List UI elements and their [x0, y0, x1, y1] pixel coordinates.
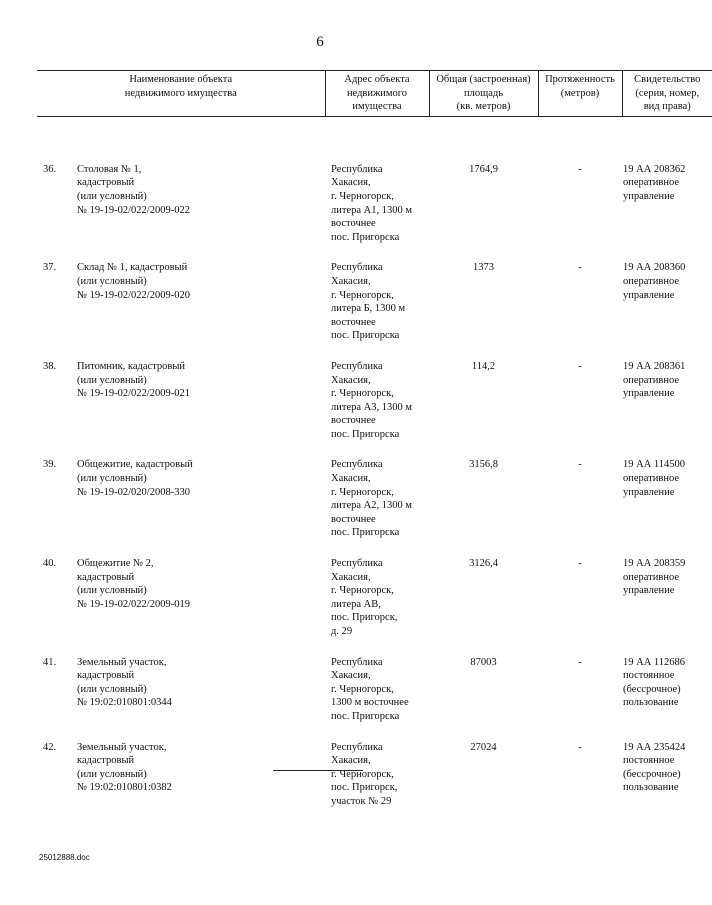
name-cell — [37, 163, 325, 262]
object-length: - — [578, 459, 582, 471]
table-row — [37, 557, 712, 656]
header-address — [325, 71, 429, 117]
object-certificate: 19 АА 112686 постоянное (бессрочное) пользование — [623, 656, 686, 709]
certificate-cell — [622, 656, 712, 741]
row-number: 36. — [43, 163, 57, 175]
name-cell — [37, 557, 325, 656]
address-cell — [325, 261, 429, 360]
object-address: Республика Хакасия, г. Черногорск, литера Б, 1300 м восточнее пос. Пригорска — [331, 262, 406, 342]
property-table — [37, 70, 712, 826]
certificate-cell — [622, 261, 712, 360]
header-area-text: Общая (застроенная) площадь (кв. метров) — [436, 74, 531, 113]
table-row — [37, 163, 712, 262]
object-name: Земельный участок, кадастровый (или условный) № 19:02:010801:0382 — [77, 741, 172, 794]
name-cell — [37, 656, 325, 741]
header-name-text: Наименование объекта недвижимого имущества — [124, 74, 237, 99]
row-number: 41. — [43, 656, 57, 668]
name-cell — [37, 741, 325, 826]
header-area — [429, 71, 538, 117]
certificate-cell — [622, 557, 712, 656]
table-body — [37, 116, 712, 825]
object-address: Республика Хакасия, г. Черногорск, 1300 м восточнее пос. Пригорска — [331, 656, 409, 722]
header-address-text: Адрес объекта недвижимого имущества — [344, 74, 410, 113]
object-name: Столовая № 1, кадастровый (или условный) № 19-19-02/022/2009-022 — [77, 163, 190, 216]
object-length: - — [578, 656, 582, 668]
object-length: - — [578, 262, 582, 274]
area-cell — [429, 458, 538, 557]
object-certificate: 19 АА 235424 постоянное (бессрочное) пользование — [623, 741, 686, 794]
row-number: 39. — [43, 459, 57, 471]
name-cell — [37, 360, 325, 459]
object-length: - — [578, 360, 582, 372]
object-area: 1373 — [473, 262, 494, 274]
object-name: Земельный участок, кадастровый (или условный) № 19:02:010801:0344 — [77, 656, 172, 709]
object-area: 114,2 — [471, 360, 496, 372]
closing-rule — [273, 770, 363, 771]
certificate-cell — [622, 163, 712, 262]
table-row — [37, 741, 712, 826]
table-row — [37, 261, 712, 360]
object-address: Республика Хакасия, г. Черногорск, литера А2, 1300 м восточнее пос. Пригорска — [331, 459, 412, 539]
row-number: 37. — [43, 262, 57, 274]
length-cell — [538, 261, 622, 360]
header-name — [37, 71, 325, 117]
length-cell — [538, 741, 622, 826]
area-cell — [429, 163, 538, 262]
document-filename: 25012888.doc — [39, 853, 90, 862]
table-row — [37, 656, 712, 741]
page-number: 6 — [316, 34, 324, 50]
certificate-cell — [622, 360, 712, 459]
certificate-cell — [622, 741, 712, 826]
area-cell — [429, 656, 538, 741]
header-certificate — [622, 71, 712, 117]
address-cell — [325, 557, 429, 656]
object-length: - — [578, 558, 582, 570]
header-length — [538, 71, 622, 117]
object-certificate: 19 АА 114500 оперативное управление — [623, 459, 686, 498]
address-cell — [325, 163, 429, 262]
object-area: 27024 — [470, 741, 497, 753]
object-certificate: 19 АА 208361 оперативное управление — [623, 360, 686, 400]
length-cell — [538, 360, 622, 459]
object-address: Республика Хакасия, г. Черногорск, пос. Пригорск, участок № 29 — [331, 741, 398, 807]
address-cell — [325, 360, 429, 459]
area-cell — [429, 360, 538, 459]
address-cell — [325, 656, 429, 741]
row-number: 38. — [43, 360, 57, 372]
object-length: - — [578, 163, 582, 175]
table-header — [37, 71, 712, 117]
object-area: 1764,9 — [469, 163, 498, 175]
object-area: 3126,4 — [469, 558, 498, 570]
object-address: Республика Хакасия, г. Черногорск, литера А3, 1300 м восточнее пос. Пригорска — [331, 360, 412, 440]
certificate-cell — [622, 458, 712, 557]
spacer-cell — [37, 116, 712, 163]
header-certificate-text: Свидетельство (серия, номер, вид права) — [634, 74, 701, 113]
row-number: 42. — [43, 741, 57, 753]
object-certificate: 19 АА 208362 оперативное управление — [623, 163, 686, 202]
object-name: Общежитие № 2, кадастровый (или условный) № 19-19-02/022/2009-019 — [77, 558, 190, 610]
object-name: Питомник, кадастровый (или условный) № 19-19-02/022/2009-021 — [77, 360, 190, 400]
object-certificate: 19 АА 208360 оперативное управление — [623, 262, 686, 301]
object-area: 3156,8 — [469, 459, 498, 471]
area-cell — [429, 557, 538, 656]
object-address: Республика Хакасия, г. Черногорск, литера АВ, пос. Пригорск, д. 29 — [331, 558, 398, 637]
object-address: Республика Хакасия, г. Черногорск, литера А1, 1300 м восточнее пос. Пригорска — [331, 163, 412, 243]
object-length: - — [578, 741, 582, 753]
header-length-text: Протяженность (метров) — [545, 74, 615, 99]
object-name: Склад № 1, кадастровый (или условный) № 19-19-02/022/2009-020 — [77, 262, 190, 301]
header-spacer-row — [37, 116, 712, 163]
length-cell — [538, 656, 622, 741]
length-cell — [538, 458, 622, 557]
table-row — [37, 458, 712, 557]
length-cell — [538, 163, 622, 262]
area-cell — [429, 261, 538, 360]
name-cell — [37, 261, 325, 360]
length-cell — [538, 557, 622, 656]
object-certificate: 19 АА 208359 оперативное управление — [623, 558, 686, 597]
row-number: 40. — [43, 558, 57, 570]
table-row — [37, 360, 712, 459]
object-area: 87003 — [470, 656, 497, 668]
address-cell — [325, 741, 429, 826]
area-cell — [429, 741, 538, 826]
object-name: Общежитие, кадастровый (или условный) № 19-19-02/020/2008-330 — [77, 459, 193, 498]
address-cell — [325, 458, 429, 557]
name-cell — [37, 458, 325, 557]
